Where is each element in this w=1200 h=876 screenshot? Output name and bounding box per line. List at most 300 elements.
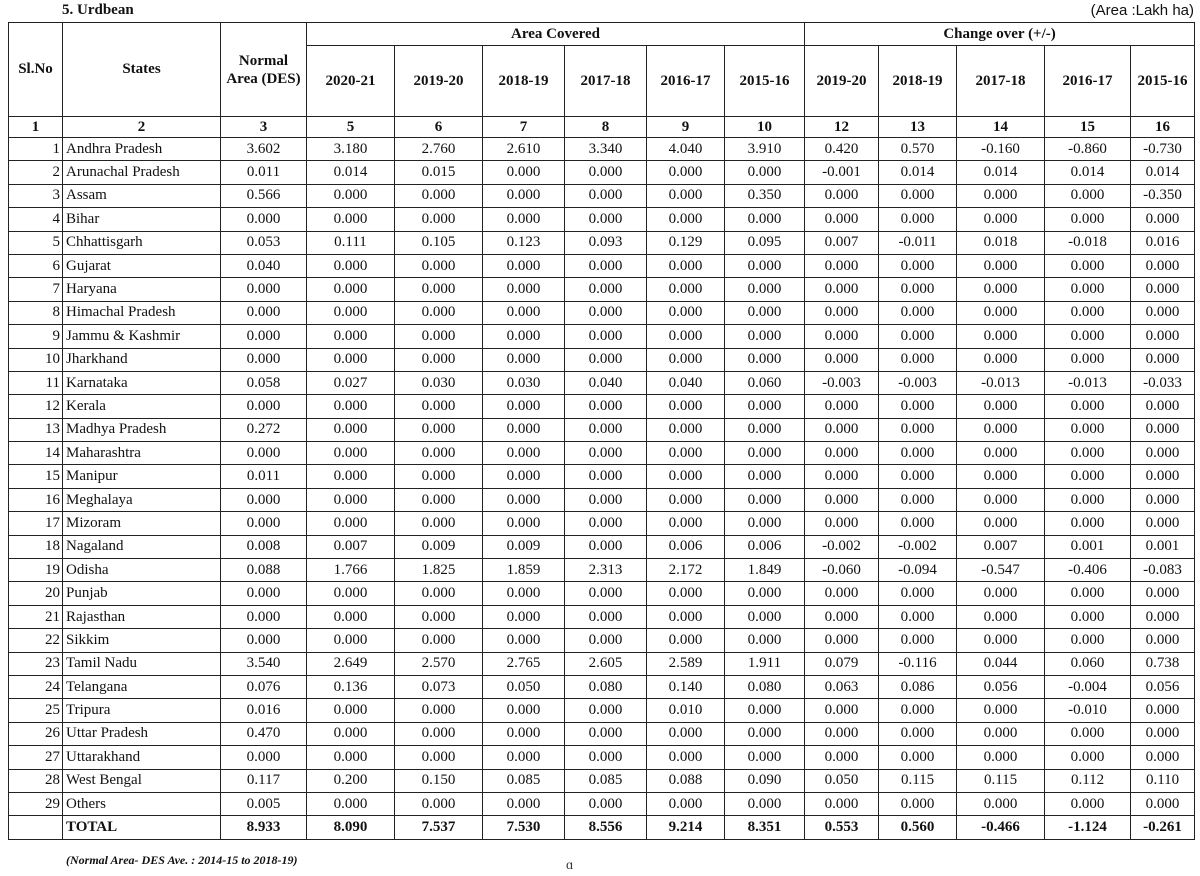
value-cell: 0.014 — [957, 161, 1045, 184]
table-row — [9, 301, 1195, 324]
total-value-cell: 8.933 — [221, 816, 307, 839]
header-area-year: 2016-17 — [647, 46, 725, 117]
value-cell: 0.000 — [395, 722, 483, 745]
value-cell: -0.013 — [957, 371, 1045, 394]
column-number: 3 — [221, 117, 307, 138]
value-cell: 0.073 — [395, 675, 483, 698]
value-cell: 0.000 — [307, 184, 395, 207]
state-name: Others — [63, 792, 221, 815]
value-cell: 0.000 — [957, 488, 1045, 511]
state-name: Tripura — [63, 699, 221, 722]
value-cell: 0.000 — [1045, 629, 1131, 652]
value-cell: 0.000 — [221, 395, 307, 418]
value-cell: 0.000 — [565, 465, 647, 488]
value-cell: 0.058 — [221, 371, 307, 394]
value-cell: 0.000 — [483, 254, 565, 277]
value-cell: 0.000 — [957, 605, 1045, 628]
value-cell: 4.040 — [647, 138, 725, 161]
value-cell: 2.649 — [307, 652, 395, 675]
value-cell: 0.000 — [483, 184, 565, 207]
value-cell: 0.000 — [1045, 465, 1131, 488]
value-cell: 0.000 — [1131, 792, 1195, 815]
value-cell: 0.140 — [647, 675, 725, 698]
value-cell: 0.000 — [957, 512, 1045, 535]
table-row — [9, 605, 1195, 628]
value-cell: 0.000 — [483, 488, 565, 511]
value-cell: 2.172 — [647, 559, 725, 582]
value-cell: 0.000 — [307, 278, 395, 301]
value-cell: 3.540 — [221, 652, 307, 675]
value-cell: 0.420 — [805, 138, 879, 161]
value-cell: 0.000 — [957, 325, 1045, 348]
state-name: Kerala — [63, 395, 221, 418]
value-cell: 0.000 — [483, 722, 565, 745]
value-cell: 0.136 — [307, 675, 395, 698]
value-cell: 0.000 — [395, 488, 483, 511]
value-cell: 0.000 — [395, 184, 483, 207]
serial-number: 7 — [9, 278, 63, 301]
value-cell: -0.116 — [879, 652, 957, 675]
serial-number: 12 — [9, 395, 63, 418]
table-row — [9, 371, 1195, 394]
value-cell: 0.000 — [647, 254, 725, 277]
value-cell: 0.000 — [483, 465, 565, 488]
value-cell: 0.000 — [565, 488, 647, 511]
value-cell: 0.000 — [725, 722, 805, 745]
value-cell: 0.000 — [805, 488, 879, 511]
value-cell: 0.018 — [957, 231, 1045, 254]
header-change-year: 2017-18 — [957, 46, 1045, 117]
value-cell: 0.050 — [483, 675, 565, 698]
header-sl-no: Sl.No — [9, 23, 63, 117]
value-cell: 0.000 — [805, 722, 879, 745]
value-cell: 0.000 — [1045, 301, 1131, 324]
value-cell: 0.095 — [725, 231, 805, 254]
value-cell: 0.000 — [565, 605, 647, 628]
value-cell: 0.040 — [647, 371, 725, 394]
value-cell: 0.000 — [879, 512, 957, 535]
value-cell: 0.470 — [221, 722, 307, 745]
table-row — [9, 395, 1195, 418]
value-cell: 0.005 — [221, 792, 307, 815]
value-cell: 0.000 — [307, 629, 395, 652]
value-cell: 0.000 — [879, 442, 957, 465]
table-row — [9, 488, 1195, 511]
value-cell: 0.000 — [565, 254, 647, 277]
value-cell: 0.000 — [483, 746, 565, 769]
value-cell: 0.000 — [805, 746, 879, 769]
value-cell: 0.000 — [725, 792, 805, 815]
header-area-covered: Area Covered — [307, 23, 805, 46]
header-change-year: 2019-20 — [805, 46, 879, 117]
value-cell: 0.044 — [957, 652, 1045, 675]
value-cell: 0.000 — [725, 699, 805, 722]
value-cell: 0.000 — [1045, 395, 1131, 418]
table-row — [9, 512, 1195, 535]
value-cell: 0.000 — [725, 442, 805, 465]
serial-number: 25 — [9, 699, 63, 722]
value-cell: 2.313 — [565, 559, 647, 582]
value-cell: 0.000 — [483, 208, 565, 231]
value-cell: -0.730 — [1131, 138, 1195, 161]
value-cell: 0.000 — [565, 395, 647, 418]
value-cell: 0.000 — [647, 208, 725, 231]
table-row — [9, 138, 1195, 161]
value-cell: 0.000 — [725, 512, 805, 535]
state-name: Gujarat — [63, 254, 221, 277]
state-name: Himachal Pradesh — [63, 301, 221, 324]
value-cell: 0.000 — [647, 301, 725, 324]
value-cell: 0.000 — [805, 442, 879, 465]
value-cell: 0.000 — [805, 254, 879, 277]
total-value-cell: 7.537 — [395, 816, 483, 839]
total-value-cell: 7.530 — [483, 816, 565, 839]
value-cell: 0.000 — [957, 746, 1045, 769]
state-name: Tamil Nadu — [63, 652, 221, 675]
value-cell: 0.117 — [221, 769, 307, 792]
table-row — [9, 325, 1195, 348]
table-row — [9, 582, 1195, 605]
serial-number: 14 — [9, 442, 63, 465]
value-cell: 0.000 — [1131, 512, 1195, 535]
value-cell: 0.000 — [221, 348, 307, 371]
value-cell: 0.000 — [725, 605, 805, 628]
value-cell: 0.000 — [647, 348, 725, 371]
column-number: 13 — [879, 117, 957, 138]
value-cell: 0.738 — [1131, 652, 1195, 675]
value-cell: 0.090 — [725, 769, 805, 792]
value-cell: 0.000 — [879, 301, 957, 324]
value-cell: 0.000 — [307, 722, 395, 745]
value-cell: 0.000 — [483, 278, 565, 301]
value-cell: 0.000 — [1131, 208, 1195, 231]
value-cell: -0.013 — [1045, 371, 1131, 394]
value-cell: 0.000 — [805, 325, 879, 348]
value-cell: 0.000 — [805, 301, 879, 324]
value-cell: 0.000 — [957, 699, 1045, 722]
serial-number: 19 — [9, 559, 63, 582]
value-cell: 0.000 — [957, 254, 1045, 277]
value-cell: 0.000 — [395, 605, 483, 628]
value-cell: 0.088 — [647, 769, 725, 792]
value-cell: 0.000 — [395, 395, 483, 418]
value-cell: 0.000 — [957, 208, 1045, 231]
value-cell: 0.000 — [957, 301, 1045, 324]
value-cell: 0.086 — [879, 675, 957, 698]
value-cell: 0.000 — [879, 278, 957, 301]
value-cell: 0.030 — [395, 371, 483, 394]
header-area-year: 2018-19 — [483, 46, 565, 117]
value-cell: 0.000 — [1131, 278, 1195, 301]
value-cell: 0.000 — [221, 301, 307, 324]
total-row — [9, 816, 1195, 839]
value-cell: 0.009 — [483, 535, 565, 558]
value-cell: 0.000 — [647, 161, 725, 184]
value-cell: 0.000 — [1131, 488, 1195, 511]
serial-number: 11 — [9, 371, 63, 394]
value-cell: 0.093 — [565, 231, 647, 254]
value-cell: 0.000 — [805, 208, 879, 231]
serial-number: 23 — [9, 652, 63, 675]
value-cell: 0.000 — [565, 418, 647, 441]
value-cell: 0.000 — [957, 465, 1045, 488]
table-row — [9, 559, 1195, 582]
value-cell: 0.053 — [221, 231, 307, 254]
value-cell: 0.085 — [483, 769, 565, 792]
value-cell: 0.040 — [221, 254, 307, 277]
value-cell: 0.014 — [1131, 161, 1195, 184]
value-cell: 0.000 — [307, 465, 395, 488]
value-cell: 0.000 — [1131, 348, 1195, 371]
value-cell: 0.000 — [1131, 395, 1195, 418]
column-number: 7 — [483, 117, 565, 138]
value-cell: 0.000 — [395, 746, 483, 769]
value-cell: 0.085 — [565, 769, 647, 792]
value-cell: 0.000 — [1045, 254, 1131, 277]
value-cell: 0.000 — [647, 418, 725, 441]
serial-number: 29 — [9, 792, 63, 815]
value-cell: 0.000 — [395, 792, 483, 815]
value-cell: -0.094 — [879, 559, 957, 582]
value-cell: 1.859 — [483, 559, 565, 582]
table-row — [9, 184, 1195, 207]
table-row — [9, 769, 1195, 792]
value-cell: 0.000 — [957, 792, 1045, 815]
value-cell: 0.000 — [307, 418, 395, 441]
value-cell: 0.000 — [1045, 184, 1131, 207]
table-row — [9, 278, 1195, 301]
state-name: Maharashtra — [63, 442, 221, 465]
value-cell: 0.000 — [725, 301, 805, 324]
column-number: 16 — [1131, 117, 1195, 138]
value-cell: 0.060 — [725, 371, 805, 394]
value-cell: 0.056 — [1131, 675, 1195, 698]
value-cell: 0.009 — [395, 535, 483, 558]
value-cell: 0.350 — [725, 184, 805, 207]
serial-number: 27 — [9, 746, 63, 769]
value-cell: 0.000 — [565, 699, 647, 722]
value-cell: 0.000 — [483, 512, 565, 535]
value-cell: 0.014 — [1045, 161, 1131, 184]
table-row — [9, 231, 1195, 254]
value-cell: 0.001 — [1045, 535, 1131, 558]
value-cell: 0.000 — [957, 418, 1045, 441]
value-cell: 0.000 — [805, 465, 879, 488]
value-cell: 0.000 — [221, 512, 307, 535]
value-cell: 0.000 — [221, 629, 307, 652]
value-cell: 0.000 — [647, 325, 725, 348]
value-cell: 0.000 — [483, 605, 565, 628]
value-cell: 0.272 — [221, 418, 307, 441]
value-cell: 0.000 — [725, 488, 805, 511]
value-cell: 0.000 — [1131, 605, 1195, 628]
serial-number: 16 — [9, 488, 63, 511]
value-cell: 0.000 — [395, 442, 483, 465]
column-number: 5 — [307, 117, 395, 138]
table-row — [9, 348, 1195, 371]
value-cell: 0.000 — [879, 184, 957, 207]
value-cell: 0.000 — [879, 208, 957, 231]
value-cell: 0.088 — [221, 559, 307, 582]
value-cell: 0.000 — [307, 582, 395, 605]
value-cell: 0.000 — [647, 465, 725, 488]
value-cell: 0.000 — [725, 582, 805, 605]
value-cell: 0.000 — [565, 629, 647, 652]
header-change-year: 2016-17 — [1045, 46, 1131, 117]
value-cell: 0.001 — [1131, 535, 1195, 558]
header-change-year: 2015-16 — [1131, 46, 1195, 117]
value-cell: 0.000 — [565, 746, 647, 769]
value-cell: 0.015 — [395, 161, 483, 184]
value-cell: 0.000 — [1131, 442, 1195, 465]
value-cell: 0.000 — [1131, 301, 1195, 324]
value-cell: 0.000 — [565, 792, 647, 815]
value-cell: -0.011 — [879, 231, 957, 254]
value-cell: 0.000 — [879, 418, 957, 441]
serial-number: 17 — [9, 512, 63, 535]
value-cell: 0.000 — [879, 605, 957, 628]
serial-number: 28 — [9, 769, 63, 792]
column-number: 9 — [647, 117, 725, 138]
value-cell: 0.000 — [395, 629, 483, 652]
value-cell: 0.000 — [725, 348, 805, 371]
state-name: Arunachal Pradesh — [63, 161, 221, 184]
table-row — [9, 699, 1195, 722]
value-cell: 0.000 — [879, 792, 957, 815]
value-cell: -0.060 — [805, 559, 879, 582]
value-cell: 0.150 — [395, 769, 483, 792]
value-cell: 0.000 — [879, 465, 957, 488]
value-cell: 0.000 — [805, 605, 879, 628]
table-title: 5. Urdbean — [62, 2, 134, 18]
serial-number: 10 — [9, 348, 63, 371]
value-cell: 0.000 — [565, 722, 647, 745]
value-cell: 2.610 — [483, 138, 565, 161]
serial-number: 22 — [9, 629, 63, 652]
state-name: Haryana — [63, 278, 221, 301]
column-number: 6 — [395, 117, 483, 138]
header-states: States — [63, 23, 221, 117]
footnote: (Normal Area- DES Ave. : 2014-15 to 2018-19) — [66, 853, 298, 867]
value-cell: 0.000 — [957, 722, 1045, 745]
value-cell: -0.083 — [1131, 559, 1195, 582]
value-cell: 0.000 — [483, 442, 565, 465]
value-cell: 0.000 — [395, 582, 483, 605]
value-cell: 0.000 — [221, 488, 307, 511]
serial-number: 3 — [9, 184, 63, 207]
value-cell: 0.050 — [805, 769, 879, 792]
state-name: Assam — [63, 184, 221, 207]
value-cell: -0.010 — [1045, 699, 1131, 722]
value-cell: 0.000 — [879, 746, 957, 769]
header-area-year: 2017-18 — [565, 46, 647, 117]
value-cell: 0.000 — [725, 465, 805, 488]
value-cell: 1.849 — [725, 559, 805, 582]
total-value-cell: 0.560 — [879, 816, 957, 839]
value-cell: 0.000 — [725, 208, 805, 231]
value-cell: 1.825 — [395, 559, 483, 582]
table-row — [9, 254, 1195, 277]
value-cell: 0.000 — [1131, 418, 1195, 441]
value-cell: 0.000 — [879, 254, 957, 277]
value-cell: 0.000 — [647, 488, 725, 511]
value-cell: 0.000 — [307, 348, 395, 371]
value-cell: 0.000 — [1131, 582, 1195, 605]
value-cell: 0.000 — [805, 792, 879, 815]
value-cell: 0.079 — [805, 652, 879, 675]
value-cell: 0.000 — [483, 301, 565, 324]
serial-number: 26 — [9, 722, 63, 745]
state-name: Madhya Pradesh — [63, 418, 221, 441]
table-row — [9, 746, 1195, 769]
header-area-year: 2015-16 — [725, 46, 805, 117]
value-cell: 2.605 — [565, 652, 647, 675]
value-cell: 0.000 — [725, 395, 805, 418]
header-change-year: 2018-19 — [879, 46, 957, 117]
value-cell: 0.566 — [221, 184, 307, 207]
column-number: 1 — [9, 117, 63, 138]
value-cell: 0.000 — [1045, 512, 1131, 535]
value-cell: 0.000 — [307, 395, 395, 418]
value-cell: 0.014 — [879, 161, 957, 184]
value-cell: -0.004 — [1045, 675, 1131, 698]
total-value-cell: 0.553 — [805, 816, 879, 839]
total-value-cell: 8.351 — [725, 816, 805, 839]
value-cell: -0.547 — [957, 559, 1045, 582]
value-cell: 0.000 — [1131, 722, 1195, 745]
value-cell: 2.589 — [647, 652, 725, 675]
value-cell: 0.000 — [565, 325, 647, 348]
value-cell: 0.000 — [221, 582, 307, 605]
value-cell: 0.000 — [221, 442, 307, 465]
header-area-year: 2019-20 — [395, 46, 483, 117]
total-value-cell: 8.556 — [565, 816, 647, 839]
value-cell: 0.000 — [221, 325, 307, 348]
value-cell: 0.000 — [1045, 325, 1131, 348]
value-cell: -0.003 — [805, 371, 879, 394]
value-cell: 0.000 — [1045, 278, 1131, 301]
serial-number: 20 — [9, 582, 63, 605]
table-row — [9, 652, 1195, 675]
value-cell: 0.000 — [1045, 348, 1131, 371]
value-cell: 0.129 — [647, 231, 725, 254]
value-cell: 0.000 — [1131, 465, 1195, 488]
table-row — [9, 675, 1195, 698]
value-cell: -0.003 — [879, 371, 957, 394]
state-name: Telangana — [63, 675, 221, 698]
value-cell: 0.000 — [307, 746, 395, 769]
value-cell: 0.010 — [647, 699, 725, 722]
value-cell: 0.060 — [1045, 652, 1131, 675]
value-cell: 0.007 — [805, 231, 879, 254]
value-cell: 2.765 — [483, 652, 565, 675]
value-cell: 0.000 — [957, 278, 1045, 301]
total-sl-blank — [9, 816, 63, 839]
value-cell: 0.000 — [1045, 488, 1131, 511]
value-cell: 0.000 — [805, 184, 879, 207]
value-cell: 0.000 — [395, 278, 483, 301]
table-row — [9, 792, 1195, 815]
value-cell: -0.860 — [1045, 138, 1131, 161]
value-cell: 0.000 — [565, 535, 647, 558]
serial-number: 9 — [9, 325, 63, 348]
value-cell: 0.000 — [957, 348, 1045, 371]
value-cell: 0.000 — [395, 465, 483, 488]
value-cell: 0.000 — [647, 395, 725, 418]
value-cell: 0.016 — [221, 699, 307, 722]
serial-number: 18 — [9, 535, 63, 558]
value-cell: 0.000 — [1045, 722, 1131, 745]
